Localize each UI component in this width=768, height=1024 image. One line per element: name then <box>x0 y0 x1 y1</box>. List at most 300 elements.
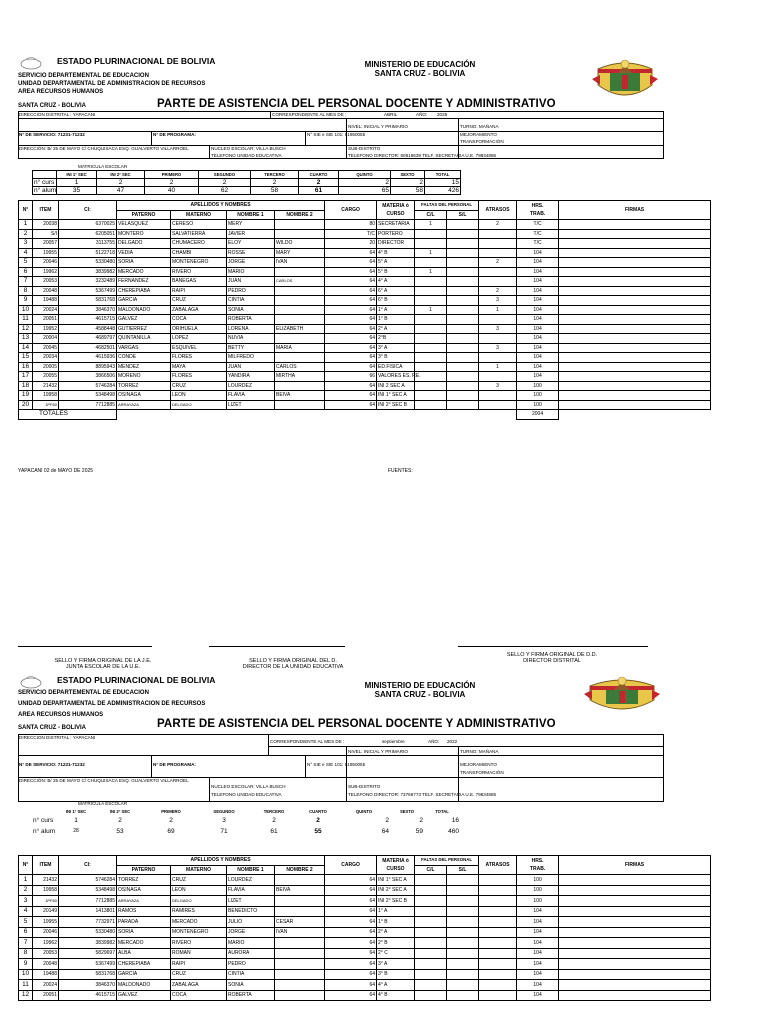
row-item: 19488 <box>33 969 59 980</box>
row-materno: ROMAN <box>171 948 227 959</box>
table-row <box>19 343 711 353</box>
row-atrasos <box>479 229 517 239</box>
row-cargo: 64 <box>325 938 377 949</box>
state-name: ESTADO PLURINACIONAL DE BOLIVIA <box>57 675 216 685</box>
row-hours: 100 <box>517 400 559 410</box>
row-item: 20051 <box>33 990 59 1001</box>
table-row <box>19 948 711 959</box>
table-row <box>19 875 711 886</box>
row-nombre1: SONIA <box>227 980 275 991</box>
row-item: 19955 <box>33 917 59 928</box>
row-nombre1: AURORA <box>227 948 275 959</box>
table-row <box>19 286 711 296</box>
row-cargo: 64 <box>325 885 377 896</box>
row-sl <box>447 343 479 353</box>
row-paterno: VEDIA <box>117 248 171 258</box>
row-curso: INI 2 SEC A <box>377 381 415 391</box>
row-materno: MERCADO <box>171 917 227 928</box>
subdistrict-label: SUB-DISTRITO <box>348 146 381 151</box>
mat-cell: 40 <box>145 187 199 195</box>
row-atrasos <box>479 969 517 980</box>
document-title: PARTE DE ASISTENCIA DEL PERSONAL DOCENTE Y ADMINISTRATIVO <box>157 718 556 730</box>
row-ci: 4615936 <box>59 353 117 363</box>
row-nombre2: MIRTHA <box>275 372 325 382</box>
row-sl <box>447 315 479 325</box>
row-hours: 104 <box>517 343 559 353</box>
row-atrasos <box>479 959 517 970</box>
table-row <box>19 267 711 277</box>
row-cl <box>415 239 447 249</box>
mat-cell: 460 <box>448 828 459 835</box>
row-paterno: OSINAGA <box>117 885 171 896</box>
year-value: 2025 <box>437 112 448 117</box>
row-nombre1: LIZET <box>227 400 275 410</box>
row-nombre2: BEIVA <box>275 885 325 896</box>
row-cl <box>415 391 447 401</box>
row-atrasos <box>479 948 517 959</box>
row-nombre1: LOURDEZ <box>227 381 275 391</box>
row-ci: 5831768 <box>59 969 117 980</box>
row-signature <box>559 875 711 886</box>
row-nombre2 <box>275 334 325 344</box>
row-cargo: 64 <box>325 391 377 401</box>
row-nombre1: BENEDICTO <box>227 906 275 917</box>
table-row <box>19 896 711 907</box>
row-nombre1: FLAVIA <box>227 885 275 896</box>
improvement-label: MEJORAMIENTO <box>460 132 497 137</box>
row-paterno: GUTIERREZ <box>117 324 171 334</box>
row-materno: RIVERO <box>171 938 227 949</box>
row-paterno: TORREZ <box>117 875 171 886</box>
sie-label: N° SIE <box>307 762 321 767</box>
unit-phone-label: TELEFONO UNIDAD EDUCATIVA <box>211 153 282 158</box>
level-label: NIVEL: INICIAL Y PRIMARIO <box>348 124 408 129</box>
row-materno: CRUZ <box>171 969 227 980</box>
mat-cell: 1 <box>57 179 97 187</box>
row-cl <box>415 896 447 907</box>
row-signature <box>559 296 711 306</box>
ministry-place: SANTA CRUZ - BOLIVIA <box>374 69 466 78</box>
row-signature <box>559 286 711 296</box>
row-hours: 100 <box>517 875 559 886</box>
mat-cell: 2 <box>391 179 425 187</box>
mat-col: SEXTO <box>391 171 425 179</box>
row-ci: 3846370 <box>59 305 117 315</box>
row-paterno: ARRAYAZA <box>117 400 171 410</box>
row-ci: 5367499 <box>59 959 117 970</box>
row-curso: 2° A <box>377 927 415 938</box>
col-ci: CI: <box>59 856 117 875</box>
row-cargo: 64 <box>325 896 377 907</box>
mat-cell: 55 <box>314 828 322 835</box>
row-curso: 3° B <box>377 353 415 363</box>
row-cl <box>415 917 447 928</box>
row-ci: 4588448 <box>59 324 117 334</box>
col-item: ITEM <box>33 201 59 220</box>
row-sl <box>447 875 479 886</box>
row-number: 1 <box>19 220 33 230</box>
row-nombre1: FLAVIA <box>227 391 275 401</box>
row-sl <box>447 296 479 306</box>
col-cl: C/L <box>415 210 447 220</box>
row-sl <box>447 906 479 917</box>
row-nombre2: BEIVA <box>275 391 325 401</box>
col-hrs-2: TRAB. <box>529 866 546 872</box>
row-cl <box>415 324 447 334</box>
mat-cell: 3 <box>222 817 226 824</box>
row-materno: FLORES <box>171 372 227 382</box>
row-hours: T/C <box>517 229 559 239</box>
row-cl <box>415 362 447 372</box>
signature-je-1: SELLO Y FIRMA ORIGINAL DE LA J.E. <box>54 658 152 664</box>
row-sl <box>447 927 479 938</box>
table-row <box>19 296 711 306</box>
row-materno: BANEGAS <box>171 277 227 287</box>
row-materno: CRUZ <box>171 381 227 391</box>
row-signature <box>559 258 711 268</box>
mat-cell: 2 <box>199 179 251 187</box>
row-paterno: SORIA <box>117 258 171 268</box>
coat-of-arms-icon <box>582 674 662 718</box>
row-nombre1: LIZET <box>227 896 275 907</box>
mat-cell: 1 <box>74 817 78 824</box>
ministry-block <box>340 681 500 699</box>
mat-cell: 2 <box>169 817 173 824</box>
row-signature <box>559 938 711 949</box>
row-signature <box>559 229 711 239</box>
row-item: 19955 <box>33 248 59 258</box>
table-row <box>19 258 711 268</box>
row-item: 20048 <box>33 959 59 970</box>
mat-corner <box>33 171 57 179</box>
row-ci: 3839982 <box>59 267 117 277</box>
mat-cell: 58 <box>251 187 299 195</box>
row-atrasos: 2 <box>479 258 517 268</box>
row-materno: ORIHUELA <box>171 324 227 334</box>
program-number: N° DE PROGRAMA: <box>153 132 196 137</box>
row-paterno: FERNANDEZ <box>117 277 171 287</box>
col-materno: MATERNO <box>171 210 227 220</box>
matricula-title: MATRICULA ESCOLAR <box>78 164 128 169</box>
col-names: APELLIDOS Y NOMBRES <box>117 856 325 866</box>
row-nombre2: CARLOS <box>275 277 325 287</box>
row-materno: MAYA <box>171 362 227 372</box>
row-curso: INI 2° SEC B <box>377 896 415 907</box>
row-atrasos <box>479 927 517 938</box>
row-curso: 3° A <box>377 959 415 970</box>
matricula-table <box>32 808 460 837</box>
row-item: 20051 <box>33 315 59 325</box>
row-materno: LOPEZ <box>171 334 227 344</box>
service-number: N° DE SERVICIO: 71231-71232 <box>19 132 85 137</box>
mat-cell: 2 <box>251 179 299 187</box>
row-number: 7 <box>19 277 33 287</box>
row-ci: 7712885 <box>59 896 117 907</box>
row-nombre2: IVAN <box>275 258 325 268</box>
col-materia-2: CURSO <box>386 211 405 217</box>
row-paterno: VARGAS <box>117 343 171 353</box>
row-nombre1: ELOY <box>227 239 275 249</box>
row-atrasos <box>479 315 517 325</box>
row-ci: 8895943 <box>59 362 117 372</box>
row-hours: 104 <box>517 296 559 306</box>
col-names: APELLIDOS Y NOMBRES <box>117 201 325 211</box>
mat-cell: 64 <box>381 828 389 835</box>
row-item: 1PF60 <box>33 400 59 410</box>
area-name: AREA RECURSOS HUMANOS <box>18 712 104 718</box>
mat-cell: 65 <box>339 187 391 195</box>
row-nombre1: JORGE <box>227 927 275 938</box>
row-atrasos <box>479 875 517 886</box>
mat-corner <box>32 808 56 815</box>
row-cargo: 64 <box>325 353 377 363</box>
program-number: N° DE PROGRAMA: <box>153 762 196 767</box>
row-sl <box>447 990 479 1001</box>
row-cargo: 64 <box>325 248 377 258</box>
signature-je-2: JUNTA ESCOLAR DE LA U.E. <box>65 664 141 670</box>
row-atrasos <box>479 990 517 1001</box>
row-atrasos: 2 <box>479 286 517 296</box>
row-signature <box>559 239 711 249</box>
row-item: 20034 <box>33 353 59 363</box>
address-label: DIRECCIÓN: B/ 25 DE MAYO C/ CHUQUISACA ESQ. GUALVERTO VILLARROEL <box>19 146 189 151</box>
row-atrasos: 1 <box>479 362 517 372</box>
row-nombre1: BETTY <box>227 343 275 353</box>
row-cargo: 64 <box>325 286 377 296</box>
row-ci: 6370025 <box>59 220 117 230</box>
row-sl <box>447 277 479 287</box>
row-cargo: 64 <box>325 334 377 344</box>
row-sl <box>447 885 479 896</box>
place-label: SANTA CRUZ - BOLIVIA <box>18 725 86 731</box>
row-atrasos <box>479 980 517 991</box>
row-paterno: QUINTANILLA <box>117 334 171 344</box>
col-paterno: PATERNO <box>117 865 171 875</box>
ministry-block <box>340 60 500 78</box>
row-cl <box>415 990 447 1001</box>
row-paterno: CHEREPIABA <box>117 959 171 970</box>
row-paterno: MALDONADO <box>117 305 171 315</box>
row-sl <box>447 372 479 382</box>
year-label: AÑO: <box>428 739 440 744</box>
shift-label: TURNO: MAÑANA <box>460 749 499 754</box>
mat-cell: 69 <box>167 828 175 835</box>
row-curso: 4° A <box>377 277 415 287</box>
area-name: AREA RECURSOS HUMANOS <box>18 89 104 95</box>
row-item: 19958 <box>33 391 59 401</box>
row-hours: 100 <box>517 896 559 907</box>
totals-label: TOTALES <box>19 410 117 420</box>
col-cl: C/L <box>415 865 447 875</box>
year-label: AÑO: <box>416 112 428 117</box>
row-number: 14 <box>19 343 33 353</box>
row-atrasos: 3 <box>479 381 517 391</box>
row-item: 19958 <box>33 885 59 896</box>
row-item: S/I <box>33 229 59 239</box>
row-cl <box>415 296 447 306</box>
month-value: septiembre <box>382 739 405 744</box>
row-atrasos <box>479 906 517 917</box>
row-cargo: 64 <box>325 959 377 970</box>
row-signature <box>559 969 711 980</box>
month-label: CORRESPONDIENTE AL MES DE : <box>270 739 345 744</box>
row-nombre2: MARY <box>275 248 325 258</box>
row-curso: DIRECTOR <box>377 239 415 249</box>
row-cl <box>415 381 447 391</box>
row-cargo: 64 <box>325 875 377 886</box>
row-ci: 5348498 <box>59 391 117 401</box>
table-row <box>19 917 711 928</box>
row-curso: 6° B <box>377 296 415 306</box>
row-number: 10 <box>19 305 33 315</box>
table-row <box>19 906 711 917</box>
row-hours: 104 <box>517 248 559 258</box>
row-item: 20149 <box>33 906 59 917</box>
row-nombre2 <box>275 400 325 410</box>
mat-cell: 2 <box>118 817 122 824</box>
row-hours: 104 <box>517 334 559 344</box>
row-materno: LEON <box>171 391 227 401</box>
table-row <box>19 220 711 230</box>
row-item: 20053 <box>33 277 59 287</box>
row-nombre2 <box>275 959 325 970</box>
row-ci: 5122718 <box>59 248 117 258</box>
row-nombre2 <box>275 969 325 980</box>
signature-district-1: SELLO Y FIRMA ORIGINAL DE D.D. <box>506 652 598 658</box>
row-cargo: 64 <box>325 362 377 372</box>
row-atrasos <box>479 277 517 287</box>
mat-cell: 2 <box>339 179 391 187</box>
row-curso: 4° B <box>377 990 415 1001</box>
row-item: 20005 <box>33 362 59 372</box>
row-number: 2 <box>19 885 33 896</box>
row-materno: RIVERO <box>171 267 227 277</box>
row-hours: 100 <box>517 381 559 391</box>
row-nombre1: JORGE <box>227 258 275 268</box>
row-number: 5 <box>19 917 33 928</box>
row-nombre2 <box>275 875 325 886</box>
mat-cell: 16 <box>451 817 459 824</box>
director-phone: TELEFONO DIRECTOR: 73766773 TELF. SECRETARIA U.E. 79834885 <box>348 792 497 797</box>
attendance-table <box>18 855 711 1001</box>
row-curso: 6° A <box>377 286 415 296</box>
service-name: SERVICIO DEPARTEMENTAL DE EDUCACION <box>18 690 149 696</box>
row-cl <box>415 948 447 959</box>
mat-col: QUINTO <box>339 171 391 179</box>
mat-cell: 2 <box>145 179 199 187</box>
row-signature <box>559 334 711 344</box>
row-ci: 6205051 <box>59 229 117 239</box>
row-nombre2 <box>275 938 325 949</box>
row-paterno: GALVEZ <box>117 315 171 325</box>
row-signature <box>559 906 711 917</box>
row-item: 19952 <box>33 324 59 334</box>
row-paterno: MONTERO <box>117 229 171 239</box>
row-number: 12 <box>19 324 33 334</box>
nucleus-label: NUCLEO ESCOLAR: VILLA BUSCH <box>211 784 286 789</box>
row-hours: 104 <box>517 969 559 980</box>
mat-row-label: n° alum <box>33 828 56 835</box>
mat-col: SEGUNDO <box>213 809 235 814</box>
row-paterno: MALDONADO <box>117 980 171 991</box>
row-sl <box>447 248 479 258</box>
col-hrs <box>517 856 559 875</box>
row-hours: T/C <box>517 239 559 249</box>
row-item: 21432 <box>33 381 59 391</box>
col-paterno: PATERNO <box>117 210 171 220</box>
row-hours: 104 <box>517 267 559 277</box>
table-row <box>19 362 711 372</box>
row-cargo: 80 <box>325 220 377 230</box>
row-cargo: 64 <box>325 258 377 268</box>
row-nombre2: ELIZABETH <box>275 324 325 334</box>
row-nombre2 <box>275 220 325 230</box>
row-hours: 100 <box>517 885 559 896</box>
row-number: 3 <box>19 239 33 249</box>
row-cl <box>415 286 447 296</box>
row-nombre1: ROBERTA <box>227 990 275 1001</box>
row-sl <box>447 239 479 249</box>
row-hours: 104 <box>517 372 559 382</box>
mat-cell: 2 <box>385 817 389 824</box>
row-atrasos <box>479 334 517 344</box>
subdistrict-label: SUB-DISTRITO <box>348 784 381 789</box>
row-cl <box>415 938 447 949</box>
row-nombre1: PEDRO <box>227 286 275 296</box>
row-paterno: GARCIA <box>117 969 171 980</box>
row-atrasos: 3 <box>479 296 517 306</box>
row-atrasos: 2 <box>479 220 517 230</box>
row-signature <box>559 990 711 1001</box>
row-item: 20057 <box>33 239 59 249</box>
row-sl <box>447 220 479 230</box>
row-number: 4 <box>19 906 33 917</box>
header-lines <box>18 72 205 96</box>
col-cargo: CARGO <box>325 856 377 875</box>
row-signature <box>559 343 711 353</box>
row-cargo: 64 <box>325 315 377 325</box>
row-paterno: GARCIA <box>117 296 171 306</box>
row-number: 7 <box>19 938 33 949</box>
ministry-place: SANTA CRUZ - BOLIVIA <box>374 690 466 699</box>
row-sl <box>447 305 479 315</box>
row-paterno: MENDEZ <box>117 362 171 372</box>
row-atrasos <box>479 917 517 928</box>
col-faltas: FALTAS DEL PERSONAL <box>415 201 479 211</box>
row-number: 15 <box>19 353 33 363</box>
row-hours: 104 <box>517 315 559 325</box>
row-cl: 1 <box>415 248 447 258</box>
row-ci: 4615715 <box>59 315 117 325</box>
row-cargo: 64 <box>325 296 377 306</box>
row-number: 6 <box>19 927 33 938</box>
mat-row-label: n° curs <box>33 179 57 187</box>
unit-phone-label: TELEFONO UNIDAD EDUCATIVA <box>211 792 282 797</box>
mat-col: SEGUNDO <box>199 171 251 179</box>
row-cargo: 64 <box>325 324 377 334</box>
row-sl <box>447 229 479 239</box>
row-curso: INI 2° SEC A <box>377 885 415 896</box>
row-paterno: CHEREPIABA <box>117 286 171 296</box>
col-materno: MATERNO <box>171 865 227 875</box>
row-cl <box>415 980 447 991</box>
table-row <box>19 959 711 970</box>
table-row <box>19 990 711 1001</box>
row-nombre1: YANDIRA <box>227 372 275 382</box>
mat-cell: 61 <box>270 828 278 835</box>
mat-cell: 35 <box>57 187 97 195</box>
row-sl <box>447 917 479 928</box>
